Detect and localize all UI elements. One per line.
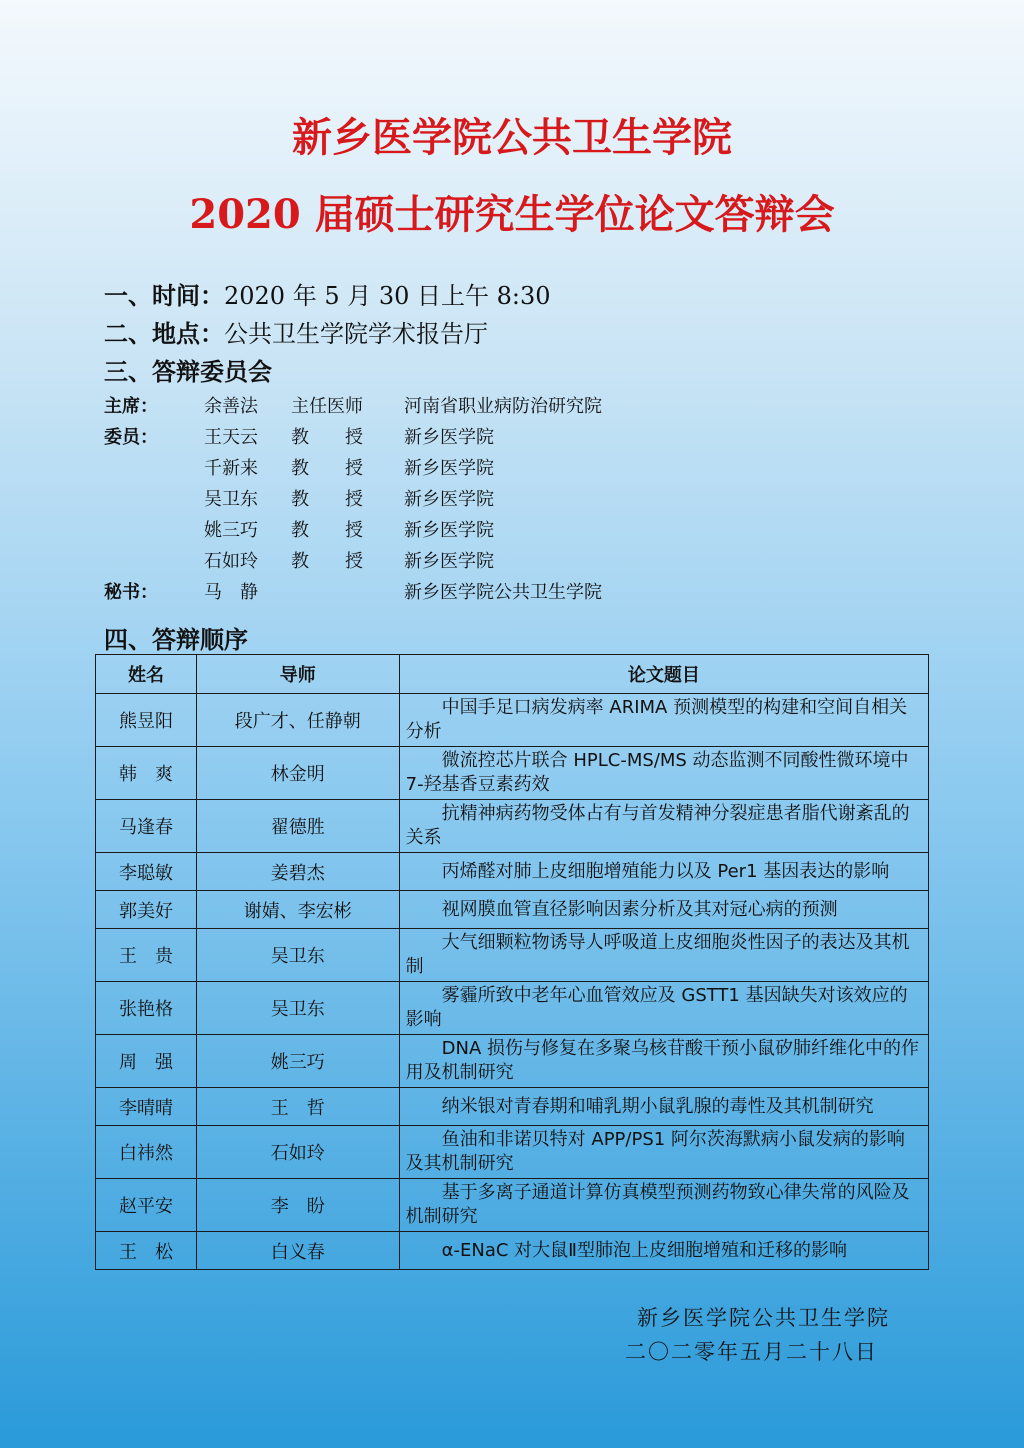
committee-title: 教 授 [291,458,363,479]
committee-title: 教 授 [291,551,363,572]
committee-name: 千新来 [204,458,258,479]
student-name: 李晴晴 [96,1088,197,1126]
student-name: 张艳格 [96,982,197,1035]
advisor-name: 白义春 [196,1232,399,1270]
advisor-name: 翟德胜 [196,800,399,853]
table-row [96,1088,929,1126]
advisor-name: 李 盼 [196,1179,399,1232]
thesis-title-text: 鱼油和非诺贝特对 APP/PS1 阿尔茨海默病小鼠发病的影响及其机制研究 [405,1129,905,1174]
committee-org: 新乡医学院 [404,458,494,479]
thesis-title [399,800,928,853]
table-row [96,982,929,1035]
thesis-title-text: 中国手足口病发病率 ARIMA 预测模型的构建和空间自相关分析 [405,697,908,742]
thesis-title [399,1088,928,1126]
table-row [96,891,929,929]
thesis-title-text: 大气细颗粒物诱导人呼吸道上皮细胞炎性因子的表达及其机制 [405,932,910,977]
footer-date: 二〇二零年五月二十八日 [625,1340,878,1364]
thesis-title [399,1035,928,1088]
committee-heading [104,352,272,387]
thesis-title [399,694,928,747]
thesis-title-text: 视网膜血管直径影响因素分析及其对冠心病的预测 [441,898,838,920]
committee-title: 教 授 [291,427,363,448]
thesis-title-text: 雾霾所致中老年心血管效应及 GSTT1 基因缺失对该效应的影响 [405,985,908,1030]
committee-name: 余善法 [204,396,258,417]
committee-name: 吴卫东 [204,489,258,510]
thesis-title-text: 纳米银对青春期和哺乳期小鼠乳腺的毒性及其机制研究 [441,1095,874,1117]
advisor-name: 石如玲 [196,1126,399,1179]
committee-title: 教 授 [291,520,363,541]
student-name: 韩 爽 [96,747,197,800]
student-name: 赵平安 [96,1179,197,1232]
order-heading-text: 四、答辩顺序 [104,626,248,654]
thesis-title-text: 抗精神病药物受体占有与首发精神分裂症患者脂代谢紊乱的关系 [405,803,910,848]
thesis-title [399,891,928,929]
advisor-name: 姜碧杰 [196,853,399,891]
thesis-title [399,853,928,891]
committee-org: 新乡医学院公共卫生学院 [404,582,602,603]
table-row [96,1126,929,1179]
committee-org: 新乡医学院 [404,427,494,448]
table-row [96,800,929,853]
thesis-title [399,1126,928,1179]
committee-title: 教 授 [291,489,363,510]
committee-org: 新乡医学院 [404,520,494,541]
place-label: 二、地点： [104,320,224,348]
advisor-name: 段广才、任静朝 [196,694,399,747]
thesis-title [399,982,928,1035]
table-row [96,1232,929,1270]
thesis-title-text: DNA 损伤与修复在多聚乌核苷酸干预小鼠矽肺纤维化中的作用及机制研究 [405,1038,920,1083]
place-value: 公共卫生学院学术报告厅 [224,320,488,348]
committee-heading-text: 三、答辩委员会 [104,358,272,386]
committee-name: 石如玲 [204,551,258,572]
student-name: 郭美好 [96,891,197,929]
committee-name: 姚三巧 [204,520,258,541]
thesis-title-text: 丙烯醛对肺上皮细胞增殖能力以及 Per1 基因表达的影响 [441,860,890,882]
student-name: 李聪敏 [96,853,197,891]
advisor-name: 吴卫东 [196,929,399,982]
student-name: 王 贵 [96,929,197,982]
committee-name: 王天云 [204,427,258,448]
committee-org: 新乡医学院 [404,489,494,510]
advisor-name: 王 哲 [196,1088,399,1126]
committee-org: 新乡医学院 [404,551,494,572]
student-name: 周 强 [96,1035,197,1088]
student-name: 马逢春 [96,800,197,853]
page-subtitle: 2020 届硕士研究生学位论文答辩会 [189,191,835,238]
order-heading [104,620,248,655]
thesis-title [399,1232,928,1270]
header-thesis-title: 论文题目 [399,655,928,694]
student-name: 王 松 [96,1232,197,1270]
committee-role: 主席： [104,396,158,417]
committee-name: 马 静 [204,582,258,603]
committee-title: 主任医师 [291,396,363,417]
committee-role: 秘书： [104,582,158,603]
advisor-name: 谢婧、李宏彬 [196,891,399,929]
table-header-row [96,655,929,694]
footer-organization: 新乡医学院公共卫生学院 [637,1306,890,1330]
table-row [96,1035,929,1088]
thesis-title [399,1179,928,1232]
advisor-name: 姚三巧 [196,1035,399,1088]
thesis-title-text: 微流控芯片联合 HPLC-MS/MS 动态监测不同酸性微环境中 7-羟基香豆素药效 [405,750,909,795]
table-row [96,853,929,891]
committee-org: 河南省职业病防治研究院 [404,396,602,417]
advisor-name: 林金明 [196,747,399,800]
header-advisor: 导师 [196,655,399,694]
advisor-name: 吴卫东 [196,982,399,1035]
time-line [104,276,551,311]
table-row [96,929,929,982]
thesis-title [399,747,928,800]
table-row [96,694,929,747]
table-row [96,1179,929,1232]
table-row [96,747,929,800]
thesis-title [399,929,928,982]
thesis-title-text: 基于多离子通道计算仿真模型预测药物致心律失常的风险及机制研究 [405,1182,910,1227]
header-name: 姓名 [96,655,197,694]
defense-order-table [95,654,929,1270]
place-line [104,314,488,349]
page-title: 新乡医学院公共卫生学院 [292,114,732,161]
time-value: 2020 年 5 月 30 日上午 8:30 [224,282,551,310]
student-name: 白祎然 [96,1126,197,1179]
time-label: 一、时间： [104,282,224,310]
committee-role: 委员： [104,427,158,448]
student-name: 熊昱阳 [96,694,197,747]
thesis-title-text: α-ENaC 对大鼠Ⅱ型肺泡上皮细胞增殖和迁移的影响 [441,1239,848,1261]
